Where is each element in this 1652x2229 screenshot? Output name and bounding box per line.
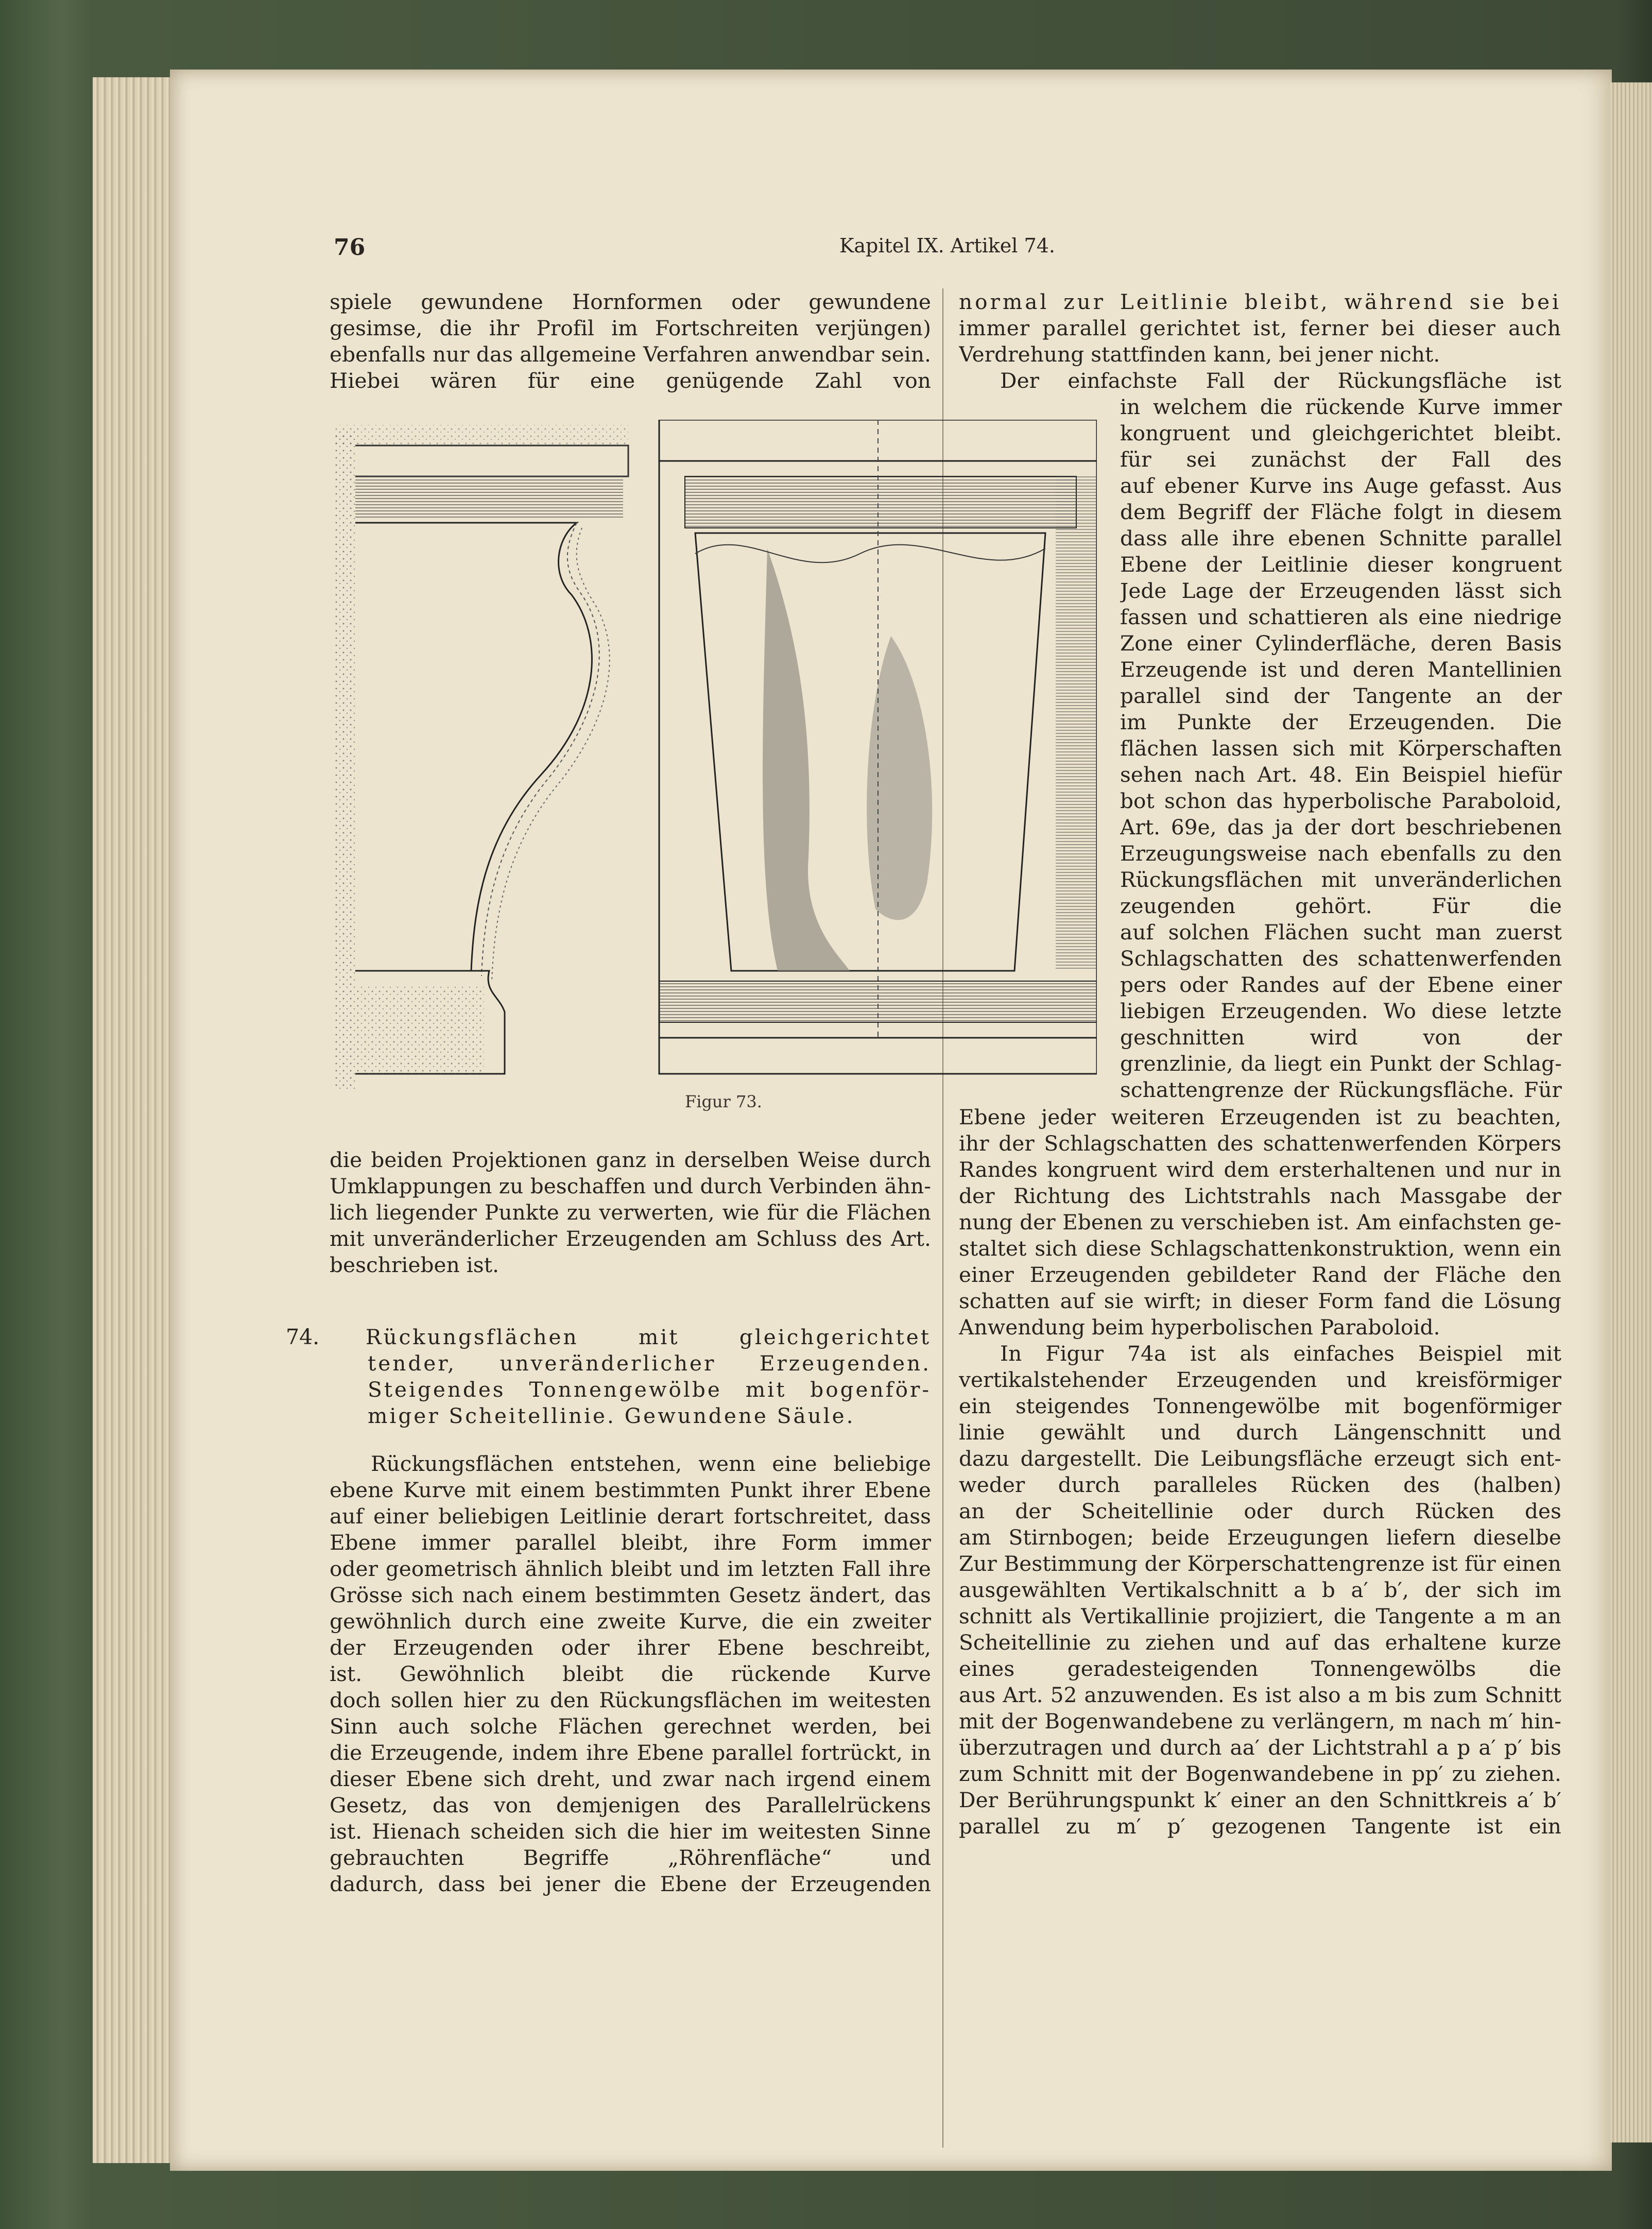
right-full-line: eines geradesteigenden Tonnengewölbs die: [959, 1656, 1561, 1681]
right-narrow-line: geschnitten wird von der: [1120, 1025, 1562, 1050]
right-full-line: Scheitellinie zu ziehen und auf das erhaltene kurze: [959, 1630, 1561, 1655]
right-full-line: linie gewählt und durch Längenschnitt und: [959, 1420, 1561, 1445]
right-top-line: Verdrehung stattfinden kann, bei jener nicht.: [959, 342, 1440, 367]
right-full-line: vertikalstehender Erzeugenden und kreisförmiger: [959, 1367, 1561, 1392]
section-heading-line: tender, unveränderlicher Erzeugenden.: [368, 1351, 931, 1376]
left-body-line: dadurch, dass bei jener die Ebene der Erzeugenden: [330, 1872, 931, 1896]
right-narrow-line: auf solchen Flächen sucht man zuerst: [1120, 920, 1562, 945]
section-heading-line: Rückungsflächen mit gleichgerichtet: [366, 1325, 931, 1349]
left-after-line: mit unveränderlicher Erzeugenden am Schluss des Art.: [330, 1226, 931, 1251]
right-narrow-line: Jede Lage der Erzeugenden lässt sich: [1120, 578, 1562, 603]
right-full-line: an der Scheitellinie oder durch Rücken des: [959, 1499, 1561, 1523]
right-narrow-line: fassen und schattieren als eine niedrige: [1120, 605, 1562, 629]
right-full-line: zum Schnitt mit der Bogenwandebene in pp′ zu ziehen.: [959, 1761, 1561, 1786]
right-full-line: am Stirnbogen; beide Erzeugungen liefern dieselbe: [959, 1525, 1561, 1550]
section-number: 74.: [286, 1325, 320, 1349]
right-narrow-line: Schlagschatten des schattenwerfenden: [1120, 946, 1562, 971]
right-full-line: Randes kongruent wird dem ersterhaltenen und nur in: [959, 1157, 1561, 1182]
left-top-line: gesimse, die ihr Profil im Fortschreiten verjüngen): [330, 316, 931, 340]
right-narrow-line: zeugenden gehört. Für die: [1120, 894, 1562, 918]
section-heading-line: miger Scheitellinie. Gewundene Säule.: [368, 1403, 855, 1428]
left-body-line: oder geometrisch ähnlich bleibt und im letzten Fall ihre: [330, 1556, 931, 1581]
figure-caption: Figur 73.: [685, 1092, 762, 1111]
left-body-line: der Erzeugenden oder ihrer Ebene beschreibt,: [330, 1635, 931, 1660]
left-body-line: Rückungsflächen entstehen, wenn eine beliebige: [371, 1451, 931, 1476]
right-full-line: In Figur 74a ist als einfaches Beispiel mit: [1000, 1341, 1561, 1366]
right-full-line: mit der Bogenwandebene zu verlängern, m nach m′ hin-: [959, 1709, 1561, 1734]
right-full-line: staltet sich diese Schlagschattenkonstruktion, wenn ein: [959, 1236, 1561, 1261]
left-body-line: die Erzeugende, indem ihre Ebene parallel fortrückt, in: [330, 1740, 931, 1765]
right-full-line: Zur Bestimmung der Körperschattengrenze ist für einen: [959, 1551, 1561, 1576]
page-edges-left: [93, 77, 180, 2163]
left-top-line: Hiebei wären für eine genügende Zahl von: [330, 368, 931, 393]
right-narrow-line: auf ebener Kurve ins Auge gefasst. Aus: [1120, 473, 1562, 498]
right-narrow-line: parallel sind der Tangente an der: [1120, 683, 1562, 708]
right-narrow-line: Ebene der Leitlinie dieser kongruent: [1120, 552, 1562, 577]
right-full-line: ein steigendes Tonnengewölbe mit bogenförmiger: [959, 1394, 1561, 1418]
section-heading-line: Steigendes Tonnengewölbe mit bogenför-: [368, 1377, 931, 1402]
right-narrow-line: Erzeugende ist und deren Mantellinien: [1120, 657, 1562, 682]
right-narrow-line: im Punkte der Erzeugenden. Die: [1120, 710, 1562, 734]
left-body-line: ist. Gewöhnlich bleibt die rückende Kurve: [330, 1661, 931, 1686]
right-narrow-line: in welchem die rückende Kurve immer: [1120, 395, 1562, 419]
right-narrow-line: für sei zunächst der Fall des: [1120, 447, 1562, 472]
right-narrow-line: kongruent und gleichgerichtet bleibt.: [1120, 421, 1562, 445]
right-full-line: überzutragen und durch aa′ der Lichtstrahl a p a′ p′ bis: [959, 1735, 1561, 1760]
right-full-line: parallel zu m′ p′ gezogenen Tangente ist ein: [959, 1814, 1561, 1839]
right-narrow-line: sehen nach Art. 48. Ein Beispiel hiefür: [1120, 762, 1562, 787]
left-body-line: Sinn auch solche Flächen gerechnet werden, bei: [330, 1714, 931, 1739]
left-top-line: spiele gewundene Hornformen oder gewundene: [330, 289, 931, 314]
right-full-line: Anwendung beim hyperbolischen Paraboloid.: [959, 1315, 1440, 1340]
left-after-line: Umklappungen zu beschaffen und durch Verbinden ähn-: [330, 1174, 931, 1198]
figure-73: [335, 420, 1097, 1089]
left-after-line: lich liegender Punkte zu verwerten, wie für die Flächen: [330, 1200, 931, 1225]
right-top-line: Der einfachste Fall der Rückungsfläche ist: [1000, 368, 1561, 393]
right-full-line: Ebene jeder weiteren Erzeugenden ist zu beachten,: [959, 1105, 1561, 1129]
left-top-line: ebenfalls nur das allgemeine Verfahren anwendbar sein.: [330, 342, 931, 367]
right-full-line: schnitt als Vertikallinie projiziert, die Tangente a m an: [959, 1604, 1561, 1628]
right-narrow-line: bot schon das hyperbolische Paraboloid,: [1120, 788, 1562, 813]
right-top-line: normal zur Leitlinie bleibt, während sie bei: [959, 289, 1561, 314]
running-title: Kapitel IX. Artikel 74.: [839, 234, 1055, 257]
page-edges-right: [1609, 82, 1652, 2142]
left-body-line: Grösse sich nach einem bestimmten Gesetz ändert, das: [330, 1583, 931, 1607]
right-narrow-line: liebigen Erzeugenden. Wo diese letzte: [1120, 999, 1562, 1023]
left-body-line: gewöhnlich durch eine zweite Kurve, die ein zweiter: [330, 1609, 931, 1634]
right-narrow-line: schattengrenze der Rückungsfläche. Für: [1120, 1077, 1562, 1102]
right-full-line: nung der Ebenen zu verschieben ist. Am einfachsten ge-: [959, 1210, 1561, 1234]
right-full-line: Der Berührungspunkt k′ einer an den Schnittkreis a′ b′: [959, 1788, 1561, 1812]
right-narrow-line: grenzlinie, da liegt ein Punkt der Schlag-: [1120, 1051, 1562, 1076]
left-after-line: beschrieben ist.: [330, 1253, 500, 1277]
right-narrow-line: pers oder Randes auf der Ebene einer: [1120, 972, 1562, 997]
right-narrow-line: Rückungsflächen mit unveränderlichen: [1120, 867, 1562, 892]
right-narrow-line: Art. 69e, das ja der dort beschriebenen: [1120, 815, 1562, 839]
right-top-line: immer parallel gerichtet ist, ferner bei dieser auch: [959, 316, 1561, 340]
right-full-line: dazu dargestellt. Die Leibungsfläche erzeugt sich ent-: [959, 1446, 1561, 1471]
left-body-line: ebene Kurve mit einem bestimmten Punkt ihrer Ebene: [330, 1478, 931, 1502]
page-number: 76: [334, 234, 366, 261]
right-narrow-line: dass alle ihre ebenen Schnitte parallel: [1120, 526, 1562, 551]
right-full-line: einer Erzeugenden gebildeter Rand der Fläche den: [959, 1262, 1561, 1287]
left-body-line: Ebene immer parallel bleibt, ihre Form immer: [330, 1530, 931, 1555]
left-body-line: Gesetz, das von demjenigen des Parallelrückens: [330, 1793, 931, 1818]
left-body-line: doch sollen hier zu den Rückungsflächen im weitesten: [330, 1688, 931, 1712]
right-full-line: aus Art. 52 anzuwenden. Es ist also a m bis zum Schnitt: [959, 1683, 1561, 1707]
right-full-line: schatten auf sie wirft; in dieser Form fand die Lösung: [959, 1289, 1561, 1313]
left-after-line: die beiden Projektionen ganz in derselben Weise durch: [330, 1147, 931, 1172]
left-body-line: ist. Hienach scheiden sich die hier im weitesten Sinne: [330, 1819, 931, 1844]
right-full-line: weder durch paralleles Rücken des (halben): [959, 1472, 1561, 1497]
right-narrow-line: Erzeugungsweise nach ebenfalls zu den: [1120, 841, 1562, 866]
left-body-line: gebrauchten Begriffe „Röhrenfläche“ und: [330, 1845, 931, 1870]
right-narrow-line: dem Begriff der Fläche folgt in diesem: [1120, 500, 1562, 524]
right-narrow-line: flächen lassen sich mit Körperschaften: [1120, 736, 1562, 761]
right-narrow-line: Zone einer Cylinderfläche, deren Basis: [1120, 631, 1562, 656]
left-body-line: auf einer beliebigen Leitlinie derart fortschreitet, dass: [330, 1504, 931, 1529]
figure-drawing: [335, 420, 1097, 1089]
right-full-line: ihr der Schlagschatten des schattenwerfenden Körpers: [959, 1131, 1561, 1156]
left-body-line: dieser Ebene sich dreht, und zwar nach irgend einem: [330, 1767, 931, 1791]
right-full-line: ausgewählten Vertikalschnitt a b a′ b′, der sich im: [959, 1578, 1561, 1602]
right-full-line: der Richtung des Lichtstrahls nach Massgabe der: [959, 1184, 1561, 1208]
